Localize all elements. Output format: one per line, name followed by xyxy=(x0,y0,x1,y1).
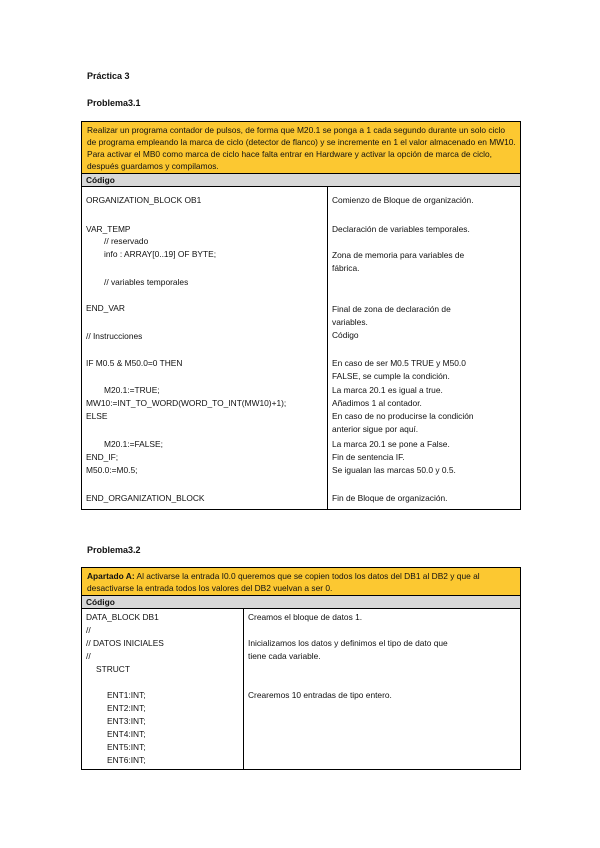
problem-3-2-statement xyxy=(82,568,520,596)
comment-line: anterior sigue por aquí. xyxy=(332,424,419,434)
code-line: ENT5:INT; xyxy=(107,742,146,752)
code-line: ENT2:INT; xyxy=(107,703,146,713)
comment-line: Fin de Bloque de organización. xyxy=(332,493,448,503)
comment-line: En caso de ser M0.5 TRUE y M50.0 xyxy=(332,358,466,368)
column-divider xyxy=(327,187,328,509)
comment-line: variables. xyxy=(332,317,368,327)
code-line: END_VAR xyxy=(86,303,125,313)
code-line: STRUCT xyxy=(96,664,130,674)
code-line: ENT1:INT; xyxy=(107,690,146,700)
code-line: // xyxy=(86,651,91,661)
code-line: // DATOS INICIALES xyxy=(86,638,164,648)
comment-line: La marca 20.1 se pone a False. xyxy=(332,439,450,449)
code-line: ENT4:INT; xyxy=(107,729,146,739)
comment-line: Código xyxy=(332,330,359,340)
problem-3-2-code-body xyxy=(82,609,520,769)
code-line: M20.1:=TRUE; xyxy=(104,385,160,395)
statement-label: Apartado A: xyxy=(87,571,135,581)
comment-line: Se igualan las marcas 50.0 y 0.5. xyxy=(332,465,456,475)
code-line: END_ORGANIZATION_BLOCK xyxy=(86,493,205,503)
problem-3-2-code-header: Código xyxy=(82,596,520,609)
comment-line: Comienzo de Bloque de organización. xyxy=(332,195,474,205)
code-line: info : ARRAY[0..19] OF BYTE; xyxy=(104,249,217,259)
comment-line: Final de zona de declaración de xyxy=(332,304,451,314)
comment-line: Creamos el bloque de datos 1. xyxy=(248,612,363,622)
problem-3-1-code-body xyxy=(82,187,520,509)
comment-line: Crearemos 10 entradas de tipo entero. xyxy=(248,690,392,700)
problem-3-1-code-header: Código xyxy=(82,174,520,187)
comment-line: La marca 20.1 es igual a true. xyxy=(332,385,443,395)
comment-line: tiene cada variable. xyxy=(248,651,321,661)
code-line: // reservado xyxy=(104,236,149,246)
practice-title: Práctica 3 xyxy=(87,71,130,81)
code-line: DATA_BLOCK DB1 xyxy=(86,612,159,622)
comment-line: fábrica. xyxy=(332,263,360,273)
problem-3-2-table xyxy=(81,567,521,770)
column-divider xyxy=(243,609,244,769)
comment-line: Añadimos 1 al contador. xyxy=(332,398,422,408)
code-line: ENT3:INT; xyxy=(107,716,146,726)
code-line: ORGANIZATION_BLOCK OB1 xyxy=(86,195,202,205)
problem-3-1-statement: Realizar un programa contador de pulsos, de forma que M20.1 se ponga a 1 cada segundo durante un solo ciclo de programa empleando la marca de ciclo (detector de flanco) y se incremente en 1 el valor almacenado en MW10. Para activar el MB0 como marca de ciclo hace falta entrar en Hardware y activar la opción de marca de ciclo, después guardamos y compilamos. xyxy=(82,122,520,174)
comment-line: Inicializamos los datos y definimos el tipo de dato que xyxy=(248,638,448,648)
problem-3-1-title: Problema3.1 xyxy=(87,98,141,108)
comment-line: Declaración de variables temporales. xyxy=(332,224,470,234)
code-line: M50.0:=M0.5; xyxy=(86,465,138,475)
code-line: // Instrucciones xyxy=(86,331,143,341)
comment-line: En caso de no producirse la condición xyxy=(332,411,474,421)
statement-text: Al activarse la entrada I0.0 queremos que se copien todos los datos del DB1 al DB2 y que al desactivarse la entrada todos los valores del DB2 vuelvan a ser 0. xyxy=(87,571,480,593)
comment-line: Zona de memoria para variables de xyxy=(332,250,465,260)
code-line: IF M0.5 & M50.0=0 THEN xyxy=(86,358,183,368)
code-line: VAR_TEMP xyxy=(86,224,131,234)
code-line: ENT6:INT; xyxy=(107,755,146,765)
comment-line: Fin de sentencia IF. xyxy=(332,452,405,462)
code-line: ELSE xyxy=(86,411,108,421)
code-line: // variables temporales xyxy=(104,277,189,287)
problem-3-2-title: Problema3.2 xyxy=(87,545,141,555)
code-line: // xyxy=(86,625,91,635)
problem-3-1-table xyxy=(81,121,521,510)
code-line: MW10:=INT_TO_WORD(WORD_TO_INT(MW10)+1); xyxy=(86,398,287,408)
code-line: M20.1:=FALSE; xyxy=(104,439,163,449)
comment-line: FALSE, se cumple la condición. xyxy=(332,371,450,381)
code-line: END_IF; xyxy=(86,452,119,462)
